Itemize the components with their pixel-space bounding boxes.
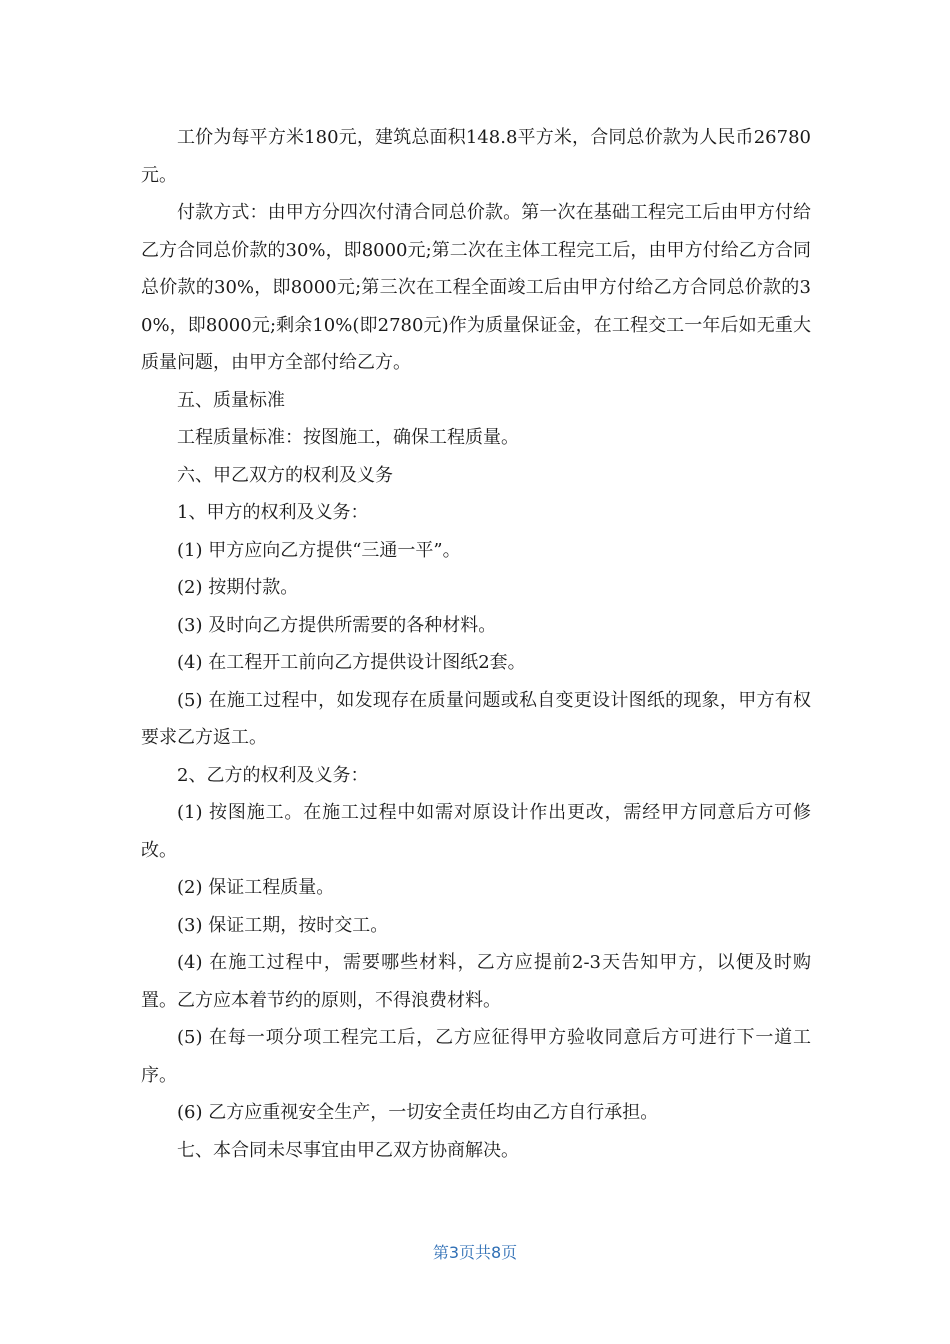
subheading-party-b: 2、乙方的权利及义务： (177, 764, 369, 786)
list-item-party-b-5: (5) 在每一项分项工程完工后，乙方应征得甲方验收同意后方可进行下一道工序。 (141, 1027, 811, 1086)
list-item-party-b-1: (1) 按图施工。在施工过程中如需对原设计作出更改，需经甲方同意后方可修改。 (141, 802, 811, 861)
paragraph-payment-method: 付款方式：由甲方分四次付清合同总价款。第一次在基础工程完工后由甲方付给乙方合同总价款的30%，即8000元;第二次在主体工程完工后，由甲方付给乙方合同总价款的30%，即8000元;第三次在工程全面竣工后由甲方付给乙方合同总价款的30%，即8000元;剩余10%(即2780元)作为质量保证金，在工程交工一年后如无重大质量问题，由甲方全部付给乙方。 (141, 202, 811, 373)
list-item-party-a-3: (3) 及时向乙方提供所需要的各种材料。 (177, 614, 497, 636)
page-number: 第3页共8页 (432, 1243, 518, 1262)
list-item-party-a-1: (1) 甲方应向乙方提供“三通一平”。 (177, 539, 461, 561)
paragraph-price: 工价为每平方米180元，建筑总面积148.8平方米，合同总价款为人民币26780元。 (141, 127, 811, 186)
paragraph-quality-standard: 工程质量标准：按图施工，确保工程质量。 (177, 427, 519, 448)
document-body (141, 119, 811, 1169)
list-item-party-b-4: (4) 在施工过程中，需要哪些材料，乙方应提前2-3天告知甲方，以便及时购置。乙方应本着节约的原则，不得浪费材料。 (141, 952, 811, 1011)
list-item-party-a-5: (5) 在施工过程中，如发现存在质量问题或私自变更设计图纸的现象，甲方有权要求乙方返工。 (141, 689, 811, 748)
section-heading-rights: 六、甲乙双方的权利及义务 (177, 464, 393, 486)
list-item-party-a-4: (4) 在工程开工前向乙方提供设计图纸2套。 (177, 652, 526, 673)
list-item-party-a-2: (2) 按期付款。 (177, 577, 299, 598)
section-heading-misc: 七、本合同未尽事宜由甲乙双方协商解决。 (177, 1139, 519, 1161)
list-item-party-b-3: (3) 保证工期，按时交工。 (177, 914, 389, 936)
section-heading-quality: 五、质量标准 (177, 389, 285, 411)
subheading-party-a: 1、甲方的权利及义务： (177, 502, 369, 523)
list-item-party-b-2: (2) 保证工程质量。 (177, 877, 335, 898)
list-item-party-b-6: (6) 乙方应重视安全生产，一切安全责任均由乙方自行承担。 (177, 1102, 659, 1123)
